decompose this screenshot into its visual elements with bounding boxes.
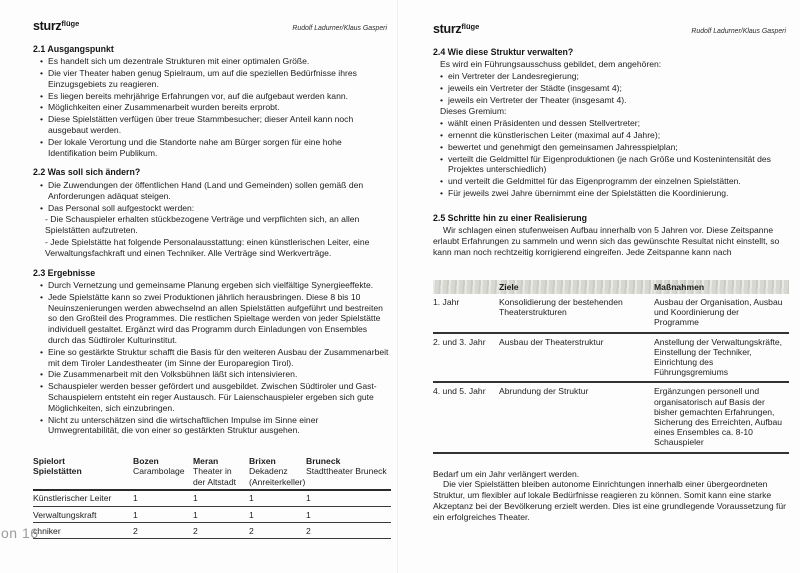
section-items — [33, 180, 389, 259]
table-cell: Künstlerischer Leiter — [33, 490, 133, 507]
bullet-icon: • — [40, 369, 44, 380]
section-2-2 — [33, 167, 389, 258]
table-cell: chniker — [33, 523, 133, 539]
table-row — [433, 382, 789, 452]
bullet-item — [40, 347, 389, 369]
bullet-item — [440, 176, 788, 187]
bullet-item — [440, 118, 788, 129]
bullet-text: Jede Spielstätte kann so zwei Produktionen jährlich herausbringen. Diese 8 bis 10 Neuinszenierungen werden abwechselnd an allen Spielstätten aufgeführt und bestreiten so den Großteil des Programmes. Die restlichen Spieltage werden von jeder Spielstätte individuell gestaltet. Ergänzt wird das Programm durch Einladungen von Ensembles durch das Südtiroler Kulturinstitut. — [48, 291, 383, 346]
bullet-text: Der lokale Verortung und die Standorte nahe am Bürger sorgen für eine hohe Identifikation beim Publikum. — [48, 136, 342, 158]
bullet-text: wählt einen Präsidenten und dessen Stellvertreter; — [448, 118, 641, 129]
bullet-icon: • — [40, 280, 44, 291]
realisation-plan-table — [433, 280, 789, 454]
logo-main: sturz — [33, 19, 62, 33]
sub-item: - Die Schauspieler erhalten stückbezogene Verträge und verpflichten sich, an allen Spielstätten aufzutreten. — [45, 214, 360, 236]
bullet-icon: • — [440, 94, 444, 105]
table-cell: 1 — [306, 490, 391, 507]
table-cell: 2 — [193, 523, 249, 539]
bullet-item — [40, 280, 389, 291]
bullet-item — [40, 56, 389, 67]
bullet-item — [40, 68, 389, 90]
table-cell: Carambolage — [133, 466, 193, 489]
plan-table-header — [433, 280, 789, 294]
bullet-item — [440, 130, 788, 141]
table-cell: 1 — [133, 490, 193, 507]
bullet-text: Die Zuwendungen der öffentlichen Hand (Land und Gemeinden) sollen gemäß den Anforderungen adäquat steigen. — [48, 179, 364, 201]
table-cell: 2 — [249, 523, 306, 539]
table-cell: Bruneck — [306, 456, 341, 467]
bullet-icon: • — [40, 179, 44, 190]
table-cell: Meran — [193, 456, 219, 467]
table-row — [33, 490, 391, 507]
bullet-item — [440, 142, 788, 153]
bullet-icon: • — [40, 90, 44, 101]
table-cell: Anstellung der Verwaltungskräfte, Einstellung der Techniker, Einrichtung des Führungsgremiums — [654, 333, 789, 383]
bullet-item — [40, 91, 389, 102]
bullet-text: Möglichkeiten einer Zusammenarbeit wurden bereits erprobt. — [48, 102, 280, 113]
authors-line: Rudolf Ladurner/Klaus Gasperi — [691, 28, 786, 35]
table-cell: 1 — [193, 507, 249, 523]
section-heading: 2.1 Ausgangspunkt — [33, 43, 114, 54]
bullet-text: Es liegen bereits mehrjährige Erfahrungen vor, auf die aufgebaut werden kann. — [48, 90, 349, 101]
bullet-icon: • — [440, 153, 444, 164]
bullet-item — [40, 369, 389, 380]
bullet-icon: • — [40, 202, 44, 213]
section-2-5 — [433, 213, 788, 258]
bullet-icon: • — [40, 136, 44, 147]
authors-line: Rudolf Ladurner/Klaus Gasperi — [292, 25, 387, 32]
bullet-text: bewertet und genehmigt den gemeinsamen Jahresspielplan; — [448, 141, 678, 152]
bullet-text: Die vier Theater haben genug Spielraum, um auf die speziellen Bedürfnisse ihres Einzugsgebiets zu reagieren. — [48, 68, 357, 89]
table-cell: Stadttheater Bruneck — [306, 466, 391, 489]
text-line: Die vier Spielstätten bleiben autonome Einrichtungen innerhalb einer übergeordneten Struktur, um flexibler auf lokale Bedürfnisse reagieren zu können. Somit kann eine starke Akzeptanz bei der Bevölkerung erzielt werden. Dies ist eine grundlegende Voraussetzung für ein erfolgreiches Theater. — [433, 479, 787, 522]
venues-header-cities — [33, 454, 391, 466]
table-cell: Konsolidierung der bestehenden Theaterstrukturen — [499, 294, 654, 333]
section-heading: 2.2 Was soll sich ändern? — [33, 167, 141, 178]
bullet-text: verteilt die Geldmittel für Eigenproduktionen (je nach Größe und Kostenintensität des Projektes unterschiedlich) — [448, 153, 771, 175]
bullet-icon: • — [40, 56, 44, 67]
bullet-text: jeweils ein Vertreter der Städte (insgesamt 4); — [448, 82, 622, 93]
page-indicator: on 16 — [1, 525, 39, 541]
text-line: Es wird ein Führungsausschuss gebildet, dem angehören: — [440, 59, 662, 70]
table-row — [433, 294, 789, 333]
section-heading: 2.3 Ergebnisse — [33, 267, 96, 278]
table-cell: Spielort — [33, 456, 65, 467]
plan-table-body — [433, 294, 789, 453]
page-left — [0, 0, 397, 573]
bullet-item — [40, 415, 389, 437]
text-line: Wir schlagen einen stufenweisen Aufbau innerhalb von 5 Jahren vor. Diese Zeitspanne erlaubt Erfahrungen zu sammeln und wenn sich das gewünschte Resultat nicht einstellt, so kann man noch rechtzeitig korrigierend eingreifen. Jede Zeitspanne kann nach — [433, 225, 780, 257]
logo-sturzfluege — [33, 20, 79, 34]
table-cell: Theater in der Altstadt — [193, 466, 249, 489]
bullet-text: Diese Spielstätten verfügen über treue Stammbesucher; dieser Anteil kann noch ausgebaut werden. — [48, 114, 354, 136]
section-items — [433, 59, 788, 199]
bullet-text: Schauspieler werden besser gefördert und ausgebildet. Zwischen Südtiroler und Gast-Schauspielern entsteht ein reger Austausch. Für Laienschauspieler ergeben sich gute Möglichkeiten, sich einzubringen. — [48, 381, 377, 413]
section-items — [433, 225, 788, 257]
bullet-item — [40, 114, 389, 136]
table-cell: 1 — [193, 490, 249, 507]
table-cell: Abrundung der Struktur — [499, 382, 654, 452]
table-cell: Spielstätten — [33, 466, 133, 489]
page-right — [397, 0, 800, 573]
bullet-text: ein Vertreter der Landesregierung; — [448, 71, 579, 82]
table-cell: 1 — [249, 507, 306, 523]
bullet-icon: • — [40, 114, 44, 125]
section-2-1 — [33, 44, 389, 159]
bullet-text: Die Zusammenarbeit mit den Volksbühnen läßt sich intensivieren. — [48, 369, 298, 380]
bullet-icon: • — [40, 414, 44, 425]
table-cell: Brixen — [249, 456, 276, 467]
table-cell: 1 — [249, 490, 306, 507]
section-heading: 2.5 Schritte hin zu einer Realisierung — [433, 212, 587, 223]
bullet-item — [440, 154, 788, 176]
table-cell: 1 — [133, 507, 193, 523]
bullet-icon: • — [440, 188, 444, 199]
bullet-icon: • — [440, 71, 444, 82]
bullet-item — [440, 95, 788, 106]
bullet-item — [440, 83, 788, 94]
bullet-item — [40, 292, 389, 346]
text-line: Bedarf um ein Jahr verlängert werden. — [433, 468, 580, 479]
logo-sturzfluege — [433, 23, 479, 37]
table-row — [33, 523, 391, 539]
page-header-left — [33, 20, 389, 35]
bullet-icon: • — [440, 130, 444, 141]
section-items — [33, 280, 389, 436]
table-cell: 2. und 3. Jahr — [433, 333, 499, 383]
bullet-item — [40, 180, 389, 202]
page-header-right — [433, 23, 788, 38]
bullet-icon: • — [440, 118, 444, 129]
bullet-item — [440, 188, 788, 199]
table-row — [433, 333, 789, 383]
table-cell: Ziele — [499, 280, 654, 294]
table-cell: 2 — [306, 523, 391, 539]
venues-header-stages — [33, 466, 391, 489]
venues-table-body — [33, 490, 391, 539]
bullet-text: Eine so gestärkte Struktur schafft die Basis für den weiteren Ausbau der Zusammenarbeit mit dem Tiroler Landestheater (im Sinne der Europaregion Tirol). — [48, 346, 389, 368]
table-cell: 1 — [306, 507, 391, 523]
bullet-icon: • — [40, 346, 44, 357]
bullet-item — [40, 203, 389, 214]
table-cell: Ausbau der Theaterstruktur — [499, 333, 654, 383]
bullet-icon: • — [440, 141, 444, 152]
section-items — [33, 56, 389, 158]
table-cell: 2 — [133, 523, 193, 539]
bullet-text: Nicht zu unterschätzen sind die wirtschaftlichen Impulse im Sinne einer Umwegrentabilität, die von einer so gestärkten Struktur ausgehen. — [48, 414, 319, 436]
bullet-text: und verteilt die Geldmittel für das Eigenprogramm der einzelnen Spielstätten. — [448, 176, 741, 187]
section-2-4 — [433, 47, 788, 199]
text-line: Dieses Gremium: — [440, 106, 507, 117]
bullet-text: ernennt die künstlerischen Leiter (maximal auf 4 Jahre); — [448, 130, 661, 141]
table-row — [33, 507, 391, 523]
table-cell: Maßnahmen — [654, 280, 789, 294]
bullet-text: jeweils ein Vertreter der Theater (insgesamt 4). — [448, 94, 627, 105]
venues-table — [33, 454, 391, 539]
section-2-3 — [33, 268, 389, 437]
logo-main: sturz — [433, 22, 462, 36]
bullet-text: Durch Vernetzung und gemeinsame Planung ergeben sich vielfältige Synergieeffekte. — [48, 280, 374, 291]
bullet-item — [40, 381, 389, 413]
table-cell: Verwaltungskraft — [33, 507, 133, 523]
logo-sup: flüge — [61, 19, 80, 28]
bullet-item — [40, 137, 389, 159]
table-cell: Dekadenz (Anreiterkeller) — [249, 466, 306, 489]
bullet-icon: • — [440, 82, 444, 93]
closing-paragraphs — [433, 469, 788, 523]
bullet-icon: • — [40, 291, 44, 302]
table-cell — [433, 280, 499, 294]
bullet-item — [40, 102, 389, 113]
bullet-item — [440, 71, 788, 82]
table-cell: Ergänzungen personell und organisatorisch auf Basis der bisher gemachten Erfahrungen, Sicherung des Erreichten, Aufbau eines Ensembles ca. 8-10 Schauspieler — [654, 382, 789, 452]
bullet-text: Es handelt sich um dezentrale Strukturen mit einer optimalen Größe. — [48, 56, 310, 67]
bullet-icon: • — [40, 102, 44, 113]
bullet-icon: • — [40, 68, 44, 79]
table-cell: Ausbau der Organisation, Ausbau und Koordinierung der Programme — [654, 294, 789, 333]
bullet-text: Für jeweils zwei Jahre übernimmt eine der Spielstätten die Koordinierung. — [448, 188, 729, 199]
table-cell: 1. Jahr — [433, 294, 499, 333]
sub-item: - Jede Spielstätte hat folgende Personalausstattung: einen künstlerischen Leiter, eine Verwaltungsfachkraft und einen Techniker. Alle Verträge sind Werkverträge. — [45, 236, 370, 258]
section-heading: 2.4 Wie diese Struktur verwalten? — [433, 46, 574, 57]
table-cell: 4. und 5. Jahr — [433, 382, 499, 452]
table-cell: Bozen — [133, 456, 159, 467]
logo-sup: flüge — [461, 22, 480, 31]
bullet-text: Das Personal soll aufgestockt werden: — [48, 202, 195, 213]
bullet-icon: • — [40, 381, 44, 392]
bullet-icon: • — [440, 176, 444, 187]
